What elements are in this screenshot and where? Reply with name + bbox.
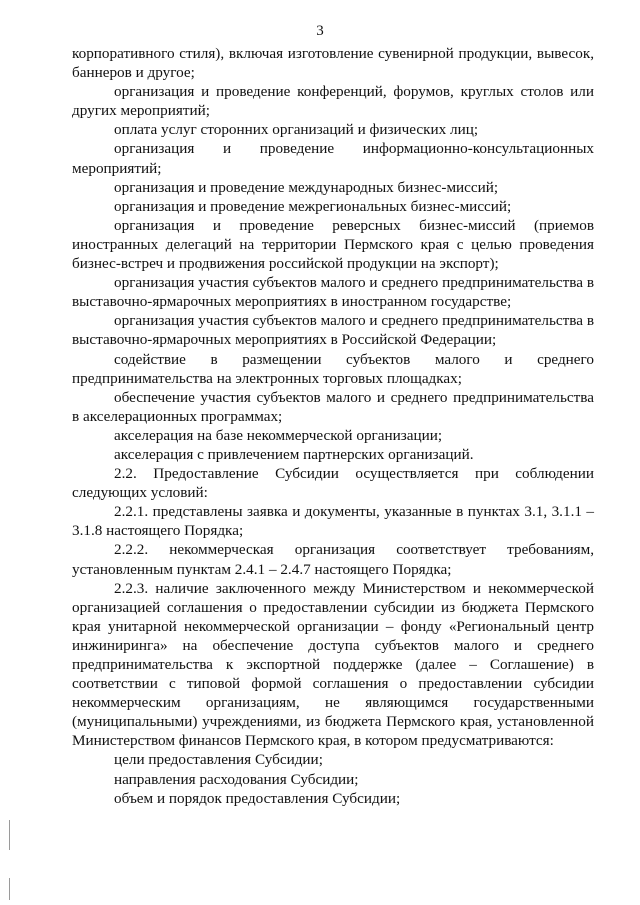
paragraph: организация и проведение международных бизнес-миссий; bbox=[114, 178, 499, 196]
paragraph: направления расходования Субсидии; bbox=[114, 770, 359, 788]
paragraph: организация участия субъектов малого и среднего предпринимательства в выставочно-ярмарочных мероприятиях в иностранном государстве; bbox=[72, 274, 594, 311]
paragraph: цели предоставления Субсидии; bbox=[114, 751, 323, 769]
paragraph: организация и проведение информационно-консультационных мероприятий; bbox=[72, 140, 594, 177]
paragraph: объем и порядок предоставления Субсидии; bbox=[114, 789, 401, 807]
paragraph: 2.2.3. наличие заключенного между Министерством и некоммерческой организацией соглашения о предоставлении субсидии из бюджета Пермского края унитарной некоммерческой организации – фонду «Региональный центр инжиниринга» на обеспечение доступа субъектов малого и среднего предпринимательства к экспортной поддержке (далее – Соглашение) в соответствии с типовой формой соглашения о предоставлении субсидии некоммерческим организациям, не являющимся государственными (муниципальными) учреждениями, из бюджета Пермского края, установленной Министерством финансов Пермского края, в котором предусматриваются: bbox=[72, 579, 594, 750]
scan-edge-mark bbox=[9, 878, 10, 900]
paragraph: организация и проведение реверсных бизнес-миссий (приемов иностранных делегаций на территории Пермского края с целью проведения бизнес-встреч и продвижения российской продукции на экспорт); bbox=[72, 216, 594, 273]
document-body bbox=[72, 44, 594, 808]
paragraph: организация и проведение межрегиональных бизнес-миссий; bbox=[114, 197, 512, 215]
paragraph: корпоративного стиля), включая изготовление сувенирной продукции, вывесок, баннеров и другое; bbox=[72, 45, 594, 82]
paragraph: организация участия субъектов малого и среднего предпринимательства в выставочно-ярмарочных мероприятиях в Российской Федерации; bbox=[72, 312, 594, 349]
paragraph: 2.2.1. представлены заявка и документы, указанные в пунктах 3.1, 3.1.1 – 3.1.8 настоящего Порядка; bbox=[72, 503, 594, 540]
scan-edge-mark bbox=[9, 820, 10, 850]
paragraph: содействие в размещении субъектов малого и среднего предпринимательства на электронных торговых площадках; bbox=[72, 350, 594, 387]
page-number: 3 bbox=[316, 23, 324, 39]
paragraph: организация и проведение конференций, форумов, круглых столов или других мероприятий; bbox=[72, 83, 594, 120]
paragraph: оплата услуг сторонних организаций и физических лиц; bbox=[114, 121, 479, 139]
paragraph: акселерация с привлечением партнерских организаций. bbox=[114, 445, 474, 463]
paragraph: обеспечение участия субъектов малого и среднего предпринимательства в акселерационных программах; bbox=[72, 388, 594, 425]
paragraph: 2.2. Предоставление Субсидии осуществляется при соблюдении следующих условий: bbox=[72, 465, 594, 502]
paragraph: акселерация на базе некоммерческой организации; bbox=[114, 426, 443, 444]
paragraph: 2.2.2. некоммерческая организация соответствует требованиям, установленным пунктам 2.4.1 – 2.4.7 настоящего Порядка; bbox=[72, 541, 594, 578]
